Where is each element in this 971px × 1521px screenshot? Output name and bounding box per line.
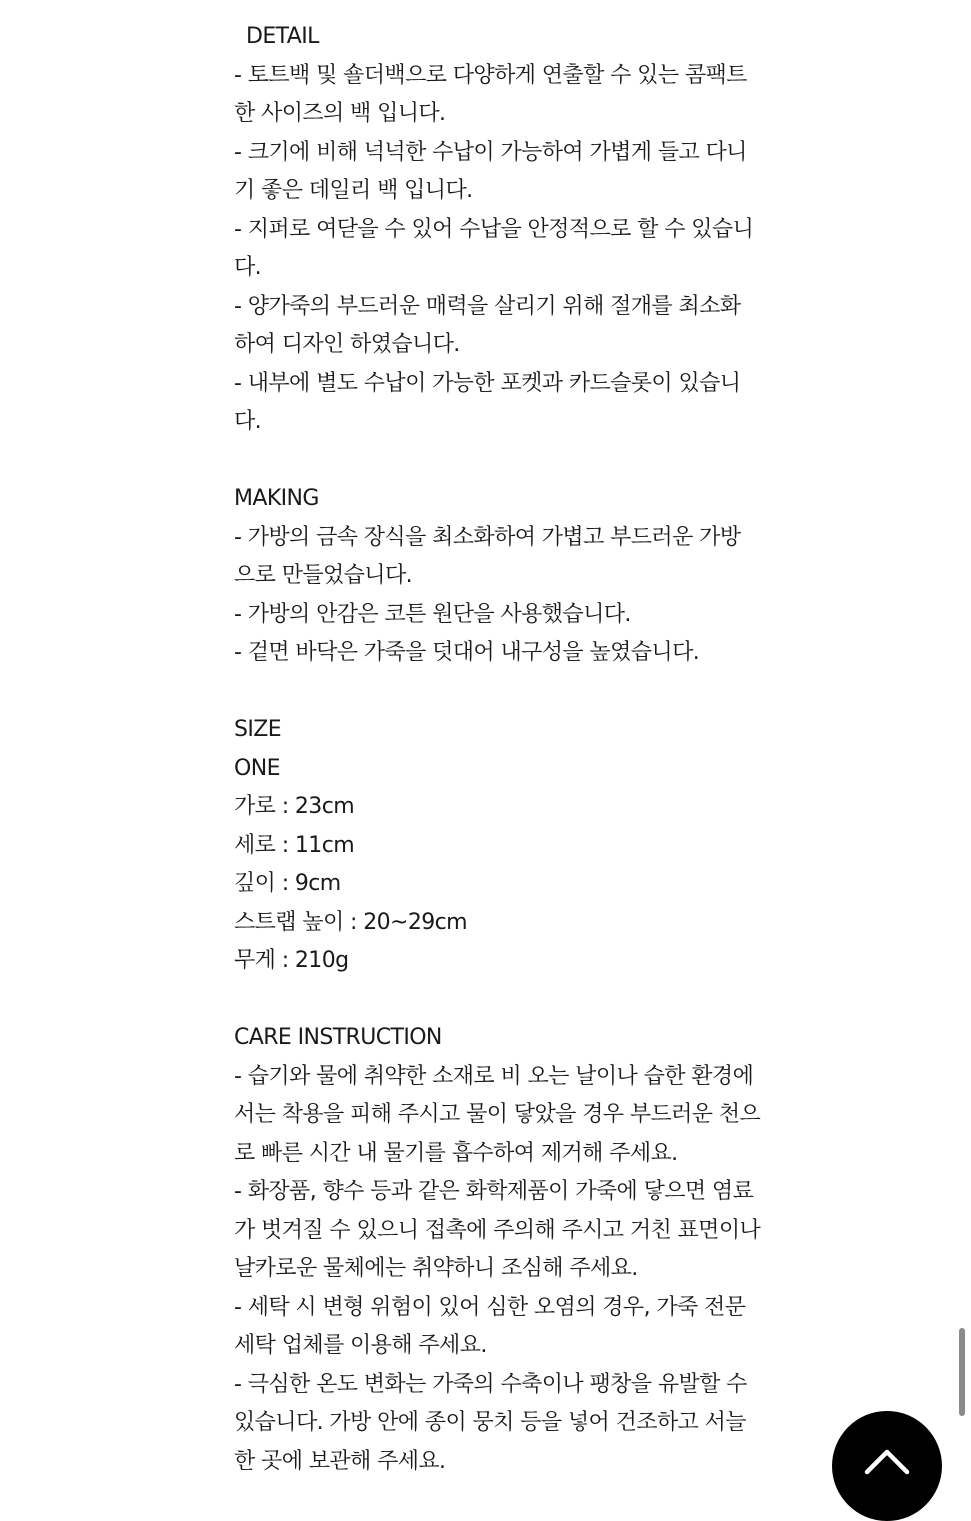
- making-line: - 가방의 금속 장식을 최소화하여 가볍고 부드러운 가방: [234, 524, 741, 550]
- care-line: 서는 착용을 피해 주시고 물이 닿았을 경우 부드러운 천으: [234, 1102, 761, 1127]
- chevron-up-icon: [864, 1411, 910, 1479]
- care-line: 세탁 업체를 이용해 주세요.: [234, 1333, 487, 1358]
- scrollbar[interactable]: [959, 1328, 965, 1416]
- detail-line: - 토트백 및 숄더백으로 다양하게 연출할 수 있는 콤팩트: [234, 62, 747, 88]
- scroll-to-top-button[interactable]: [832, 1411, 942, 1521]
- making-section: [234, 480, 794, 673]
- care-line: 로 빠른 시간 내 물기를 흡수하여 제거해 주세요.: [234, 1140, 678, 1166]
- product-description: [234, 18, 794, 1481]
- detail-line: - 크기에 비해 넉넉한 수납이 가능하여 가볍게 들고 다니: [234, 139, 747, 165]
- care-line: 날카로운 물체에는 취약하니 조심해 주세요.: [234, 1256, 638, 1281]
- detail-line: 한 사이즈의 백 입니다.: [234, 101, 446, 126]
- care-line: - 화장품, 향수 등과 같은 화학제품이 가죽에 닿으면 염료: [234, 1179, 754, 1204]
- detail-line: - 지퍼로 여닫을 수 있어 수납을 안정적으로 할 수 있습니: [234, 216, 754, 242]
- care-section: [234, 1019, 794, 1481]
- care-heading: CARE INSTRUCTION: [234, 1025, 442, 1050]
- detail-line: 다.: [234, 255, 262, 280]
- care-line: - 습기와 물에 취약한 소재로 비 오는 날이나 습한 환경에: [234, 1063, 754, 1089]
- making-heading: MAKING: [234, 486, 319, 511]
- detail-line: - 내부에 별도 수납이 가능한 포켓과 카드슬롯이 있습니: [234, 370, 741, 396]
- size-line: 세로 : 11cm: [234, 832, 355, 858]
- detail-heading: DETAIL: [246, 24, 319, 49]
- detail-line: 하여 디자인 하였습니다.: [234, 332, 460, 357]
- making-line: 으로 만들었습니다.: [234, 563, 413, 588]
- detail-section: [234, 18, 794, 442]
- size-line: ONE: [234, 755, 280, 781]
- care-line: 한 곳에 보관해 주세요.: [234, 1448, 446, 1474]
- size-line: 깊이 : 9cm: [234, 871, 341, 896]
- size-section: [234, 711, 794, 981]
- detail-line: 다.: [234, 409, 262, 434]
- making-line: - 겉면 바닥은 가죽을 덧대어 내구성을 높였습니다.: [234, 640, 700, 665]
- detail-line: 기 좋은 데일리 백 입니다.: [234, 178, 473, 203]
- care-line: 있습니다. 가방 안에 종이 뭉치 등을 넣어 건조하고 서늘: [234, 1410, 746, 1435]
- size-heading: SIZE: [234, 717, 282, 742]
- making-line: - 가방의 안감은 코튼 원단을 사용했습니다.: [234, 601, 631, 627]
- detail-line: - 양가죽의 부드러운 매력을 살리기 위해 절개를 최소화: [234, 293, 741, 319]
- care-line: 가 벗겨질 수 있으니 접촉에 주의해 주시고 거친 표면이나: [234, 1217, 761, 1243]
- size-line: 가로 : 23cm: [234, 794, 355, 819]
- size-line: 스트랩 높이 : 20~29cm: [234, 909, 468, 935]
- care-line: - 극심한 온도 변화는 가죽의 수축이나 팽창을 유발할 수: [234, 1371, 747, 1397]
- size-line: 무게 : 210g: [234, 948, 349, 973]
- care-line: - 세탁 시 변형 위험이 있어 심한 오염의 경우, 가죽 전문: [234, 1294, 746, 1320]
